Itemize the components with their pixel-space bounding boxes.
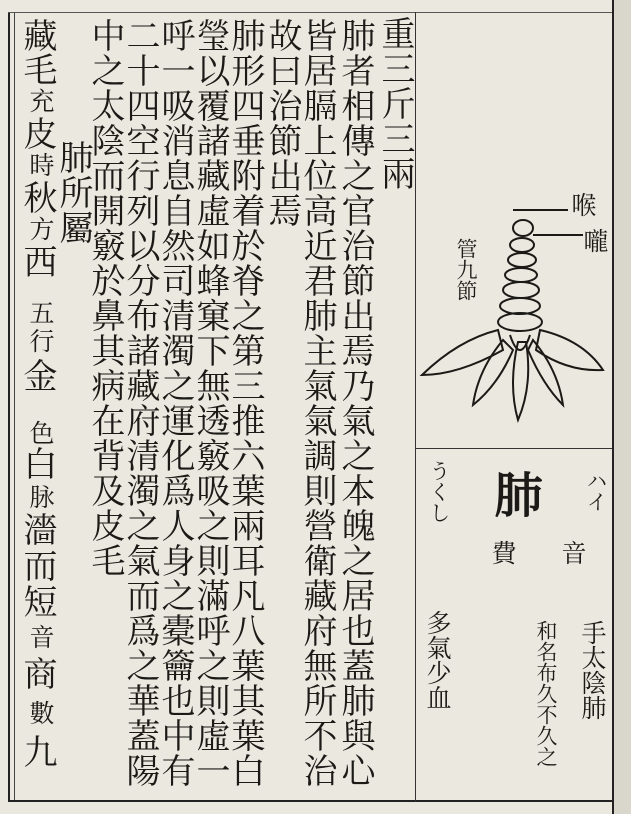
qi-blood: 多氣少血 — [423, 610, 452, 710]
frame-bottom — [8, 800, 612, 802]
attr-wu: 五 — [26, 300, 55, 325]
lung-illustration — [418, 190, 608, 430]
box-divider — [415, 448, 612, 449]
attr-shang: 商 — [17, 656, 57, 691]
attr-yin: 音 — [26, 624, 55, 649]
attr-xing: 行 — [26, 328, 55, 353]
adjacent-page-edge — [614, 0, 631, 814]
main-text-col-4: 肺形四垂附着於脊之第三推六葉兩耳凡八葉其葉白 — [225, 18, 265, 788]
frame-inner-left — [14, 12, 15, 802]
main-text-col-8: 中之太陰而開竅於鼻其病在背及皮毛 — [85, 18, 125, 578]
attr-shu: 數 — [26, 700, 55, 725]
reading-sound: 音 — [558, 540, 587, 565]
reading-char: 費 — [488, 540, 517, 565]
attr-er: 而 — [17, 548, 57, 583]
attr-zang: 藏 — [17, 18, 57, 53]
main-text-col-6: 呼一吸消息自然司清濁之運化爲人身之橐籥也中有 — [155, 18, 195, 788]
label-throat: 喉 — [568, 192, 597, 217]
label-voice: 嚨 — [580, 228, 609, 253]
attr-jin: 金 — [17, 358, 57, 393]
attr-mai: 脉 — [26, 484, 55, 509]
frame-top — [8, 12, 612, 13]
main-text-col-1: 肺者相傳之官治節出焉乃氣之本魄之居也蓋肺與心 — [335, 18, 375, 788]
attr-fang: 方 — [26, 216, 55, 241]
attr-xi: 西 — [17, 244, 57, 279]
main-text-col-5: 瑩以覆諸藏虛如蜂窠下無透竅吸之則滿呼之則虛一 — [190, 18, 230, 788]
attr-jiu: 九 — [17, 734, 57, 769]
weight-line: 重三斤三兩 — [375, 16, 415, 191]
main-text-col-3: 故曰治節出焉 — [262, 18, 302, 228]
kana-note: うくし — [427, 460, 451, 523]
attr-se: 色 — [26, 420, 55, 445]
organ-title: 肺 — [486, 470, 542, 518]
main-text-col-2: 皆居膈上位高近君肺主氣氣調則營衛藏府無所不治 — [297, 18, 337, 788]
attr-chong: 充 — [26, 88, 55, 113]
column-divider — [415, 12, 416, 802]
attr-bai: 白 — [17, 446, 57, 481]
meridian: 手太陰肺 — [578, 620, 607, 720]
main-text-col-7: 二十四空行列以分布諸藏府清濁之氣而爲之華蓋陽 — [120, 18, 160, 788]
frame-left — [8, 12, 10, 802]
attr-mao: 毛 — [17, 52, 57, 87]
attr-pi: 皮 — [17, 116, 57, 151]
label-tube: 管九節 — [454, 238, 478, 301]
attr-duan: 短 — [17, 584, 57, 619]
reading-kana: ハイ — [584, 470, 608, 512]
attr-se2: 濇 — [17, 512, 57, 547]
wamyo-name: 和名布久不久之 — [534, 620, 558, 767]
attr-shi: 時 — [26, 152, 55, 177]
attr-qiu: 秋 — [17, 180, 57, 215]
section-heading: 肺所屬 — [53, 140, 93, 245]
